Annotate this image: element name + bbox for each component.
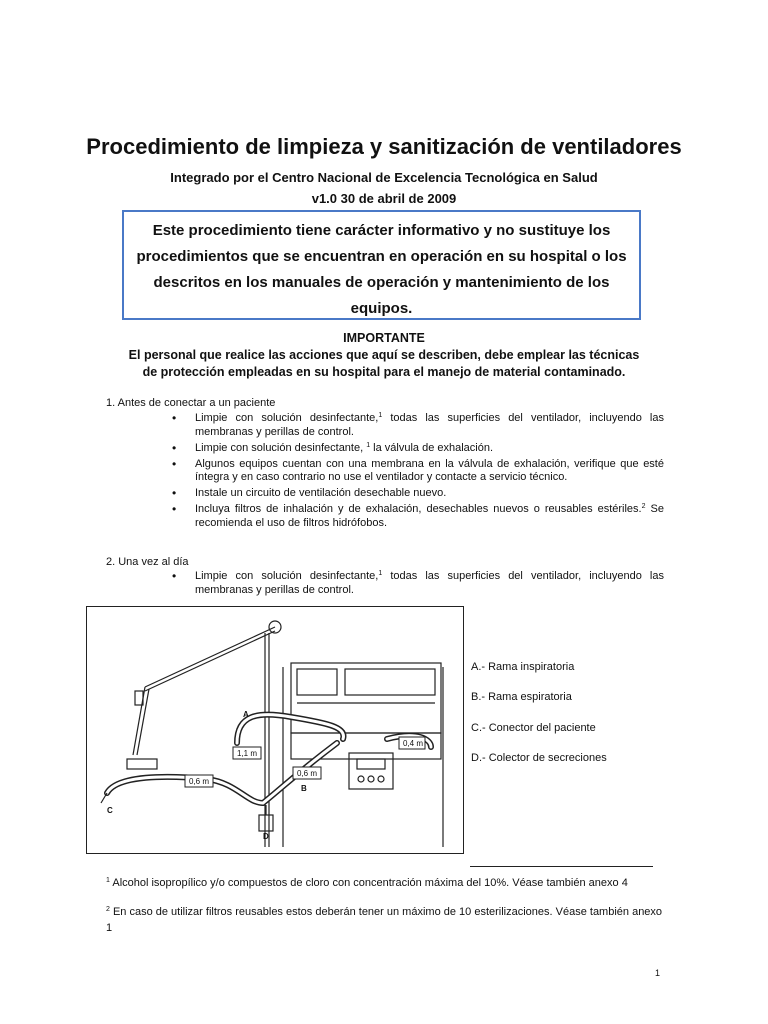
length-label-2: 0,6 m bbox=[189, 777, 210, 786]
list-item: • Algunos equipos cuentan con una membrana en la válvula de exhalación, verifique que esté íntegra y en caso contrario no use el ventilador y contacte a servicio técnico. bbox=[172, 458, 664, 485]
label-c: C bbox=[107, 806, 113, 815]
footnote-1: $^1$ Alcohol isopropílico y/o compuestos de cloro con concentración máxima del 10%. Véase también anexo 4 bbox=[106, 877, 628, 889]
ventilator-diagram bbox=[86, 606, 464, 854]
list-item: • Limpie con solución desinfectante,$^1$ todas las superficies del ventilador, incluyendo las membranas y perillas de control. bbox=[172, 412, 664, 439]
important-text: El personal que realice las acciones que aquí se describen, debe emplear las técnicas de protección empleadas en su hospital para el manejo de material contaminado. bbox=[128, 348, 640, 379]
section-1-heading: 1. Antes de conectar a un paciente bbox=[106, 397, 276, 409]
list-item: • Limpie con solución desinfectante, $^1$ la válvula de exhalación. bbox=[172, 442, 664, 456]
page-number: 1 bbox=[655, 968, 661, 978]
important-heading: IMPORTANTE bbox=[343, 331, 425, 345]
document-version: v1.0 30 de abril de 2009 bbox=[311, 191, 457, 206]
legend-item-a: A.- Rama inspiratoria bbox=[471, 661, 575, 673]
label-a: A bbox=[243, 710, 249, 719]
length-label-4: 0,4 m bbox=[403, 739, 424, 748]
legend-item-d: D.- Colector de secreciones bbox=[471, 752, 607, 764]
label-b: B bbox=[301, 784, 307, 793]
section-1-list bbox=[172, 412, 664, 533]
footnote-2: $^2$ En caso de utilizar filtros reusables estos deberán tener un máximo de 10 esterilizaciones. Véase también anexo 1 bbox=[106, 906, 663, 934]
notice-box: Este procedimiento tiene carácter informativo y no sustituye los procedimientos que se encuentran en operación en su hospital o los descritos en los manuales de operación y mantenimiento de los equipos. bbox=[122, 210, 641, 320]
legend-item-b: B.- Rama espiratoria bbox=[471, 691, 572, 703]
section-2-heading: 2. Una vez al día bbox=[106, 556, 189, 568]
list-item: • Incluya filtros de inhalación y de exhalación, desechables nuevos o reusables estériles.$^2$ Se recomienda el uso de filtros hidrófobos. bbox=[172, 503, 664, 530]
document-subtitle: Integrado por el Centro Nacional de Excelencia Tecnológica en Salud bbox=[170, 170, 598, 185]
section-2-list bbox=[172, 570, 664, 600]
list-item: • Instale un circuito de ventilación desechable nuevo. bbox=[172, 487, 664, 501]
list-item: • Limpie con solución desinfectante,$^1$ todas las superficies del ventilador, incluyendo las membranas y perillas de control. bbox=[172, 570, 664, 597]
legend-item-c: C.- Conector del paciente bbox=[471, 722, 596, 734]
ventilator-illustration bbox=[87, 607, 463, 853]
length-label-3: 0,6 m bbox=[297, 769, 318, 778]
length-label-1: 1,1 m bbox=[237, 749, 258, 758]
footnote-divider bbox=[470, 866, 653, 867]
label-d: D bbox=[263, 832, 269, 841]
document-title: Procedimiento de limpieza y sanitización de ventiladores bbox=[86, 134, 682, 159]
